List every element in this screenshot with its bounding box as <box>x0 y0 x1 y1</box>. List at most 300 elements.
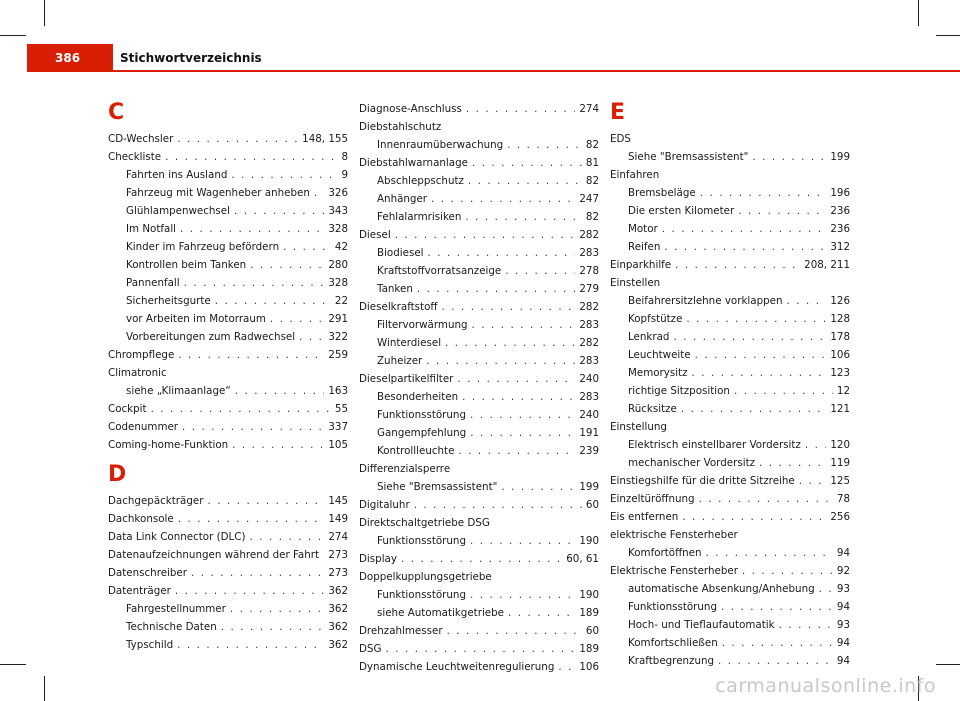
index-heading: Doppelkupplungsgetriebe <box>359 571 492 583</box>
entry-term: Kraftstoffvorratsanzeige <box>377 265 502 277</box>
index-subentry <box>359 262 599 280</box>
entry-term: Diagnose-Anschluss <box>359 103 462 115</box>
index-subentry <box>610 598 850 616</box>
index-heading: Einstellung <box>610 421 667 433</box>
index-entry <box>108 564 348 582</box>
entry-term: Coming-home-Funktion <box>108 439 229 451</box>
index-entry <box>359 370 599 388</box>
index-heading: elektrische Fensterheber <box>610 529 738 541</box>
entry-page: 282 <box>579 337 599 349</box>
entry-page: 362 <box>328 603 348 615</box>
index-entry <box>610 256 850 274</box>
entry-term: Die ersten Kilometer <box>628 205 735 217</box>
dot-leader <box>232 436 324 454</box>
dot-leader <box>235 382 325 400</box>
entry-term: Digitaluhr <box>359 499 410 511</box>
index-subentry <box>359 280 599 298</box>
index-entry <box>108 400 348 418</box>
dot-leader <box>721 598 833 616</box>
entry-term: Fahrten ins Ausland <box>126 169 228 181</box>
entry-term: Vorbereitungen zum Radwechsel <box>126 331 296 343</box>
index-subentry <box>610 346 850 364</box>
entry-page: 274 <box>328 531 348 543</box>
entry-page: 126 <box>830 295 850 307</box>
entry-page: 106 <box>830 349 850 361</box>
entry-term: Reifen <box>628 241 661 253</box>
entry-term: Siehe "Bremsassistent" <box>377 481 498 493</box>
index-letter: E <box>610 100 626 125</box>
entry-term: Elektrisch einstellbarer Vordersitz <box>628 439 801 451</box>
index-subentry <box>610 184 850 202</box>
entry-term: Anhänger <box>377 193 428 205</box>
entry-page: 145 <box>328 495 348 507</box>
entry-page: 94 <box>836 637 850 649</box>
dot-leader <box>700 184 827 202</box>
entry-term: Funktionsstörung <box>377 589 466 601</box>
index-entry <box>359 640 599 658</box>
dot-leader <box>787 292 827 310</box>
dot-leader <box>779 616 833 634</box>
entry-term: automatische Absenkung/Anhebung <box>628 583 815 595</box>
index-subentry <box>359 604 599 622</box>
entry-page: 279 <box>579 283 599 295</box>
entry-term: Besonderheiten <box>377 391 459 403</box>
dot-leader <box>234 202 324 220</box>
header-rule <box>113 70 960 72</box>
entry-page: 278 <box>579 265 599 277</box>
entry-page: 283 <box>579 319 599 331</box>
entry-term: Leuchtweite <box>628 349 691 361</box>
index-subentry <box>359 478 599 496</box>
dot-leader <box>177 130 298 148</box>
entry-page: 190 <box>579 535 599 547</box>
entry-page: 328 <box>328 277 348 289</box>
entry-term: Datenschreiber <box>108 567 187 579</box>
dot-leader <box>472 154 582 172</box>
index-heading: Einstellen <box>610 277 661 289</box>
entry-page: 105 <box>328 439 348 451</box>
entry-term: Funktionsstörung <box>377 535 466 547</box>
entry-term: Funktionsstörung <box>628 601 717 613</box>
index-subentry <box>108 202 348 220</box>
dot-leader <box>177 636 324 654</box>
index-entry <box>108 148 348 166</box>
dot-leader <box>706 544 833 562</box>
entry-term: Sicherheitsgurte <box>126 295 211 307</box>
entry-page: 178 <box>830 331 850 343</box>
dot-leader <box>191 564 324 582</box>
index-entry <box>359 496 599 514</box>
dot-leader <box>470 406 575 424</box>
dot-leader <box>695 346 827 364</box>
index-subentry <box>108 328 348 346</box>
entry-page: 240 <box>579 409 599 421</box>
dot-leader <box>207 492 324 510</box>
entry-term: Filtervorwärmung <box>377 319 468 331</box>
index-entry <box>108 346 348 364</box>
dot-leader <box>501 478 575 496</box>
dot-leader <box>462 388 575 406</box>
dot-leader <box>673 328 826 346</box>
index-subentry <box>610 148 850 166</box>
entry-term: Beifahrersitzlehne vorklappen <box>628 295 783 307</box>
entry-page: 93 <box>836 583 850 595</box>
index-column-3 <box>610 100 850 670</box>
entry-page: 189 <box>579 643 599 655</box>
dot-leader <box>722 634 833 652</box>
entry-term: Fahrzeug mit Wagenheber anheben <box>126 187 310 199</box>
entry-page: 240 <box>579 373 599 385</box>
index-subentry <box>359 424 599 442</box>
dot-leader <box>664 238 826 256</box>
index-heading: EDS <box>610 133 631 145</box>
entry-term: Einzeltüröffnung <box>610 493 695 505</box>
index-subentry <box>610 634 850 652</box>
entry-page: 93 <box>836 619 850 631</box>
entry-page: 328 <box>328 223 348 235</box>
dot-leader <box>465 208 581 226</box>
entry-page: 12 <box>836 385 850 397</box>
entry-page: 119 <box>830 457 850 469</box>
dot-leader <box>250 528 325 546</box>
entry-page: 78 <box>836 493 850 505</box>
entry-term: Siehe "Bremsassistent" <box>628 151 749 163</box>
index-entry <box>108 528 348 546</box>
entry-term: Biodiesel <box>377 247 424 259</box>
entry-page: 362 <box>328 621 348 633</box>
entry-page: 82 <box>585 139 599 151</box>
entry-page: 208, 211 <box>804 259 850 271</box>
index-subentry <box>108 382 348 400</box>
dot-leader <box>184 274 325 292</box>
dot-leader <box>738 202 826 220</box>
entry-term: Drehzahlmesser <box>359 625 443 637</box>
entry-term: Motor <box>628 223 658 235</box>
dot-leader <box>805 436 826 454</box>
dot-leader <box>151 400 331 418</box>
entry-term: Dynamische Leuchtweitenregulierung <box>359 661 555 673</box>
entry-term: Tanken <box>377 283 413 295</box>
entry-page: 94 <box>836 655 850 667</box>
index-subentry <box>108 292 348 310</box>
entry-term: Checkliste <box>108 151 162 163</box>
entry-term: Gangempfehlung <box>377 427 467 439</box>
index-subentry <box>610 220 850 238</box>
dot-leader <box>752 148 826 166</box>
entry-page: 337 <box>328 421 348 433</box>
entry-term: siehe Automatikgetriebe <box>377 607 505 619</box>
dot-leader <box>178 510 325 528</box>
entry-page: 280 <box>328 259 348 271</box>
dot-leader <box>323 546 324 564</box>
entry-term: Dachgepäckträger <box>108 495 204 507</box>
entry-page: 9 <box>341 169 348 181</box>
entry-page: 362 <box>328 585 348 597</box>
index-entry <box>610 472 850 490</box>
index-letter: D <box>108 462 127 487</box>
dot-leader <box>682 508 826 526</box>
entry-term: Data Link Connector (DLC) <box>108 531 246 543</box>
entry-term: Memorysitz <box>628 367 688 379</box>
index-subentry <box>359 352 599 370</box>
entry-page: 92 <box>836 565 850 577</box>
dot-leader <box>299 328 324 346</box>
index-subentry <box>359 388 599 406</box>
index-subentry <box>108 310 348 328</box>
index-heading: Climatronic <box>108 367 167 379</box>
dot-leader <box>799 472 827 490</box>
dot-leader <box>426 352 575 370</box>
index-entry <box>359 550 599 568</box>
index-entry <box>108 436 348 454</box>
entry-term: Im Notfall <box>126 223 177 235</box>
dot-leader <box>447 622 582 640</box>
entry-term: Kopfstütze <box>628 313 683 325</box>
crop-mark <box>0 664 26 665</box>
index-subentry <box>359 190 599 208</box>
entry-term: Komfortöffnen <box>628 547 702 559</box>
index-subentry <box>610 580 850 598</box>
dot-leader <box>470 586 575 604</box>
entry-page: 22 <box>334 295 348 307</box>
entry-term: Eis entfernen <box>610 511 679 523</box>
index-entry <box>108 582 348 600</box>
entry-page: 199 <box>579 481 599 493</box>
entry-page: 312 <box>830 241 850 253</box>
dot-leader <box>734 382 833 400</box>
entry-page: 291 <box>328 313 348 325</box>
index-entry <box>359 622 599 640</box>
entry-term: Einstiegshilfe für die dritte Sitzreihe <box>610 475 795 487</box>
dot-leader <box>395 226 576 244</box>
dot-leader <box>428 244 576 262</box>
entry-page: 282 <box>579 229 599 241</box>
index-entry <box>359 100 599 118</box>
entry-page: 199 <box>830 151 850 163</box>
index-entry <box>108 418 348 436</box>
entry-term: Cockpit <box>108 403 147 415</box>
index-subentry <box>108 256 348 274</box>
index-entry <box>610 508 850 526</box>
entry-page: 283 <box>579 391 599 403</box>
dot-leader <box>558 658 575 676</box>
entry-page: 128 <box>830 313 850 325</box>
index-subentry <box>610 328 850 346</box>
entry-page: 123 <box>830 367 850 379</box>
crop-mark <box>936 664 960 665</box>
dot-leader <box>686 310 826 328</box>
index-subentry <box>359 334 599 352</box>
dot-leader <box>231 166 337 184</box>
dot-leader <box>165 148 337 166</box>
index-heading: Differenzialsperre <box>359 463 451 475</box>
dot-leader <box>175 582 325 600</box>
index-subentry <box>610 202 850 220</box>
dot-leader <box>221 618 325 636</box>
index-entry <box>108 130 348 148</box>
index-subentry <box>610 652 850 670</box>
entry-term: Einparkhilfe <box>610 259 672 271</box>
entry-page: 8 <box>341 151 348 163</box>
index-subentry <box>610 364 850 382</box>
index-subentry <box>610 310 850 328</box>
entry-term: Fehlalarmrisiken <box>377 211 462 223</box>
dot-leader <box>445 334 575 352</box>
dot-leader <box>508 604 575 622</box>
entry-page: 322 <box>328 331 348 343</box>
index-entry <box>359 154 599 172</box>
dot-leader <box>681 400 826 418</box>
index-subentry <box>108 220 348 238</box>
crop-mark <box>936 35 960 36</box>
dot-leader <box>270 310 324 328</box>
entry-term: Chrompflege <box>108 349 175 361</box>
dot-leader <box>457 370 575 388</box>
index-heading: Einfahren <box>610 169 660 181</box>
dot-leader <box>414 496 582 514</box>
index-subentry <box>610 436 850 454</box>
entry-term: Elektrische Fensterheber <box>610 565 738 577</box>
dot-leader <box>470 424 575 442</box>
entry-term: DSG <box>359 643 382 655</box>
crop-mark <box>44 676 45 701</box>
dot-leader <box>385 640 575 658</box>
running-title: Stichwortverzeichnis <box>120 51 262 65</box>
index-entry <box>108 492 348 510</box>
entry-page: 163 <box>328 385 348 397</box>
entry-page: 120 <box>830 439 850 451</box>
entry-page: 94 <box>836 601 850 613</box>
index-column-2 <box>359 100 599 676</box>
entry-page: 121 <box>830 403 850 415</box>
dot-leader <box>458 442 575 460</box>
index-entry <box>108 510 348 528</box>
entry-page: 94 <box>836 547 850 559</box>
entry-page: 196 <box>830 187 850 199</box>
index-subentry <box>610 238 850 256</box>
entry-term: Kinder im Fahrzeug befördern <box>126 241 280 253</box>
crop-mark <box>44 0 45 26</box>
dot-leader <box>718 652 833 670</box>
entry-term: Datenaufzeichnungen während der Fahrt <box>108 549 320 561</box>
dot-leader <box>466 100 575 118</box>
index-subentry <box>359 406 599 424</box>
entry-term: Zuheizer <box>377 355 423 367</box>
entry-term: Dachkonsole <box>108 513 174 525</box>
entry-page: 82 <box>585 211 599 223</box>
entry-page: 256 <box>830 511 850 523</box>
dot-leader <box>692 364 827 382</box>
dot-leader <box>742 562 833 580</box>
entry-term: Bremsbeläge <box>628 187 696 199</box>
index-subentry <box>108 238 348 256</box>
entry-page: 326 <box>328 187 348 199</box>
entry-page: 247 <box>579 193 599 205</box>
entry-page: 60 <box>585 625 599 637</box>
dot-leader <box>441 298 575 316</box>
entry-term: richtige Sitzposition <box>628 385 730 397</box>
index-subentry <box>359 208 599 226</box>
index-heading: Diebstahlschutz <box>359 121 442 133</box>
entry-term: Rücksitze <box>628 403 677 415</box>
entry-page: 273 <box>328 567 348 579</box>
entry-term: Technische Daten <box>126 621 217 633</box>
entry-term: Diebstahlwarnanlage <box>359 157 468 169</box>
index-subentry <box>108 636 348 654</box>
dot-leader <box>759 454 826 472</box>
entry-term: Kontrollen beim Tanken <box>126 259 247 271</box>
index-heading: Direktschaltgetriebe DSG <box>359 517 490 529</box>
entry-page: 273 <box>328 549 348 561</box>
entry-term: Diesel <box>359 229 391 241</box>
index-subentry <box>359 316 599 334</box>
entry-page: 189 <box>579 607 599 619</box>
dot-leader <box>472 316 576 334</box>
dot-leader <box>215 292 331 310</box>
entry-term: Winterdiesel <box>377 337 442 349</box>
entry-page: 236 <box>830 205 850 217</box>
entry-term: CD-Wechsler <box>108 133 174 145</box>
entry-term: Datenträger <box>108 585 171 597</box>
dot-leader <box>250 256 324 274</box>
index-letter: C <box>108 100 125 125</box>
dot-leader <box>819 580 833 598</box>
dot-leader <box>230 600 324 618</box>
entry-page: 81 <box>585 157 599 169</box>
index-subentry <box>610 382 850 400</box>
dot-leader <box>178 346 324 364</box>
dot-leader <box>699 490 833 508</box>
entry-term: Typschild <box>126 639 174 651</box>
entry-page: 55 <box>334 403 348 415</box>
index-subentry <box>359 442 599 460</box>
dot-leader <box>507 136 582 154</box>
entry-page: 236 <box>830 223 850 235</box>
index-subentry <box>610 292 850 310</box>
entry-term: Funktionsstörung <box>377 409 466 421</box>
crop-mark <box>0 35 26 36</box>
index-entry <box>359 658 599 676</box>
index-column-1 <box>108 100 348 654</box>
index-subentry <box>610 454 850 472</box>
watermark: carmanualsonline.info <box>715 675 936 697</box>
entry-term: Lenkrad <box>628 331 670 343</box>
dot-leader <box>505 262 575 280</box>
index-subentry <box>108 618 348 636</box>
index-subentry <box>610 400 850 418</box>
entry-page: 282 <box>579 301 599 313</box>
entry-page: 60, 61 <box>566 553 599 565</box>
index-entry <box>359 298 599 316</box>
index-entry <box>359 226 599 244</box>
index-subentry <box>610 544 850 562</box>
entry-page: 106 <box>579 661 599 673</box>
index-subentry <box>359 532 599 550</box>
index-subentry <box>359 136 599 154</box>
entry-page: 362 <box>328 639 348 651</box>
dot-leader <box>180 220 324 238</box>
entry-page: 82 <box>585 175 599 187</box>
dot-leader <box>283 238 331 256</box>
entry-page: 148, 155 <box>302 133 348 145</box>
dot-leader <box>417 280 575 298</box>
entry-term: Dieselkraftstoff <box>359 301 438 313</box>
entry-term: Kontrollleuchte <box>377 445 455 457</box>
entry-term: Pannenfall <box>126 277 180 289</box>
crop-mark <box>918 0 919 26</box>
dot-leader <box>314 184 324 202</box>
dot-leader <box>431 190 575 208</box>
